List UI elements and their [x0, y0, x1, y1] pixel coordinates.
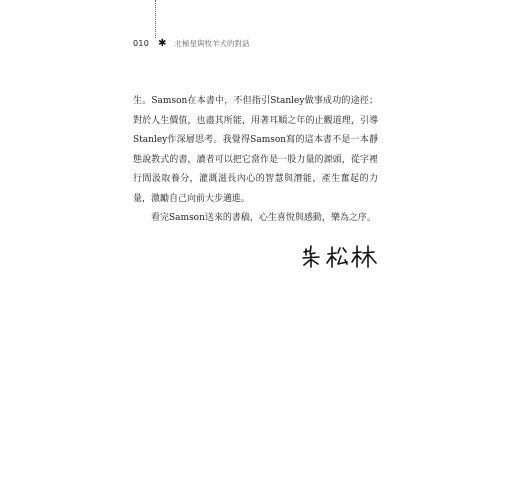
- paragraph: 生。Samson在本書中，不但指引Stanley做事成功的途徑；對於人生價值，也盡其所能，用著耳順之年的止觀道理，引導Stanley作深層思考。我覺得Samson寫的這本書不是一本靜態說教式的書，讀者可以把它當作是一股力量的源頭，從字裡行間汲取養分，灌溉滋長內心的智慧與潛能，產生奮起的力量，激勵自己向前大步邁進。: [133, 96, 378, 204]
- paragraph: 看完Samson送來的書稿，心生喜悅與感動，樂為之序。: [151, 213, 376, 223]
- dotted-guide-line: [155, 0, 156, 38]
- handwritten-signature: [300, 242, 380, 268]
- body-text: [133, 92, 378, 229]
- running-title: 北極星與牧羊犬的對話: [174, 39, 250, 48]
- asterisk-star-icon: ✱: [158, 37, 167, 49]
- running-header: [133, 38, 250, 49]
- page-number: 010: [133, 39, 150, 48]
